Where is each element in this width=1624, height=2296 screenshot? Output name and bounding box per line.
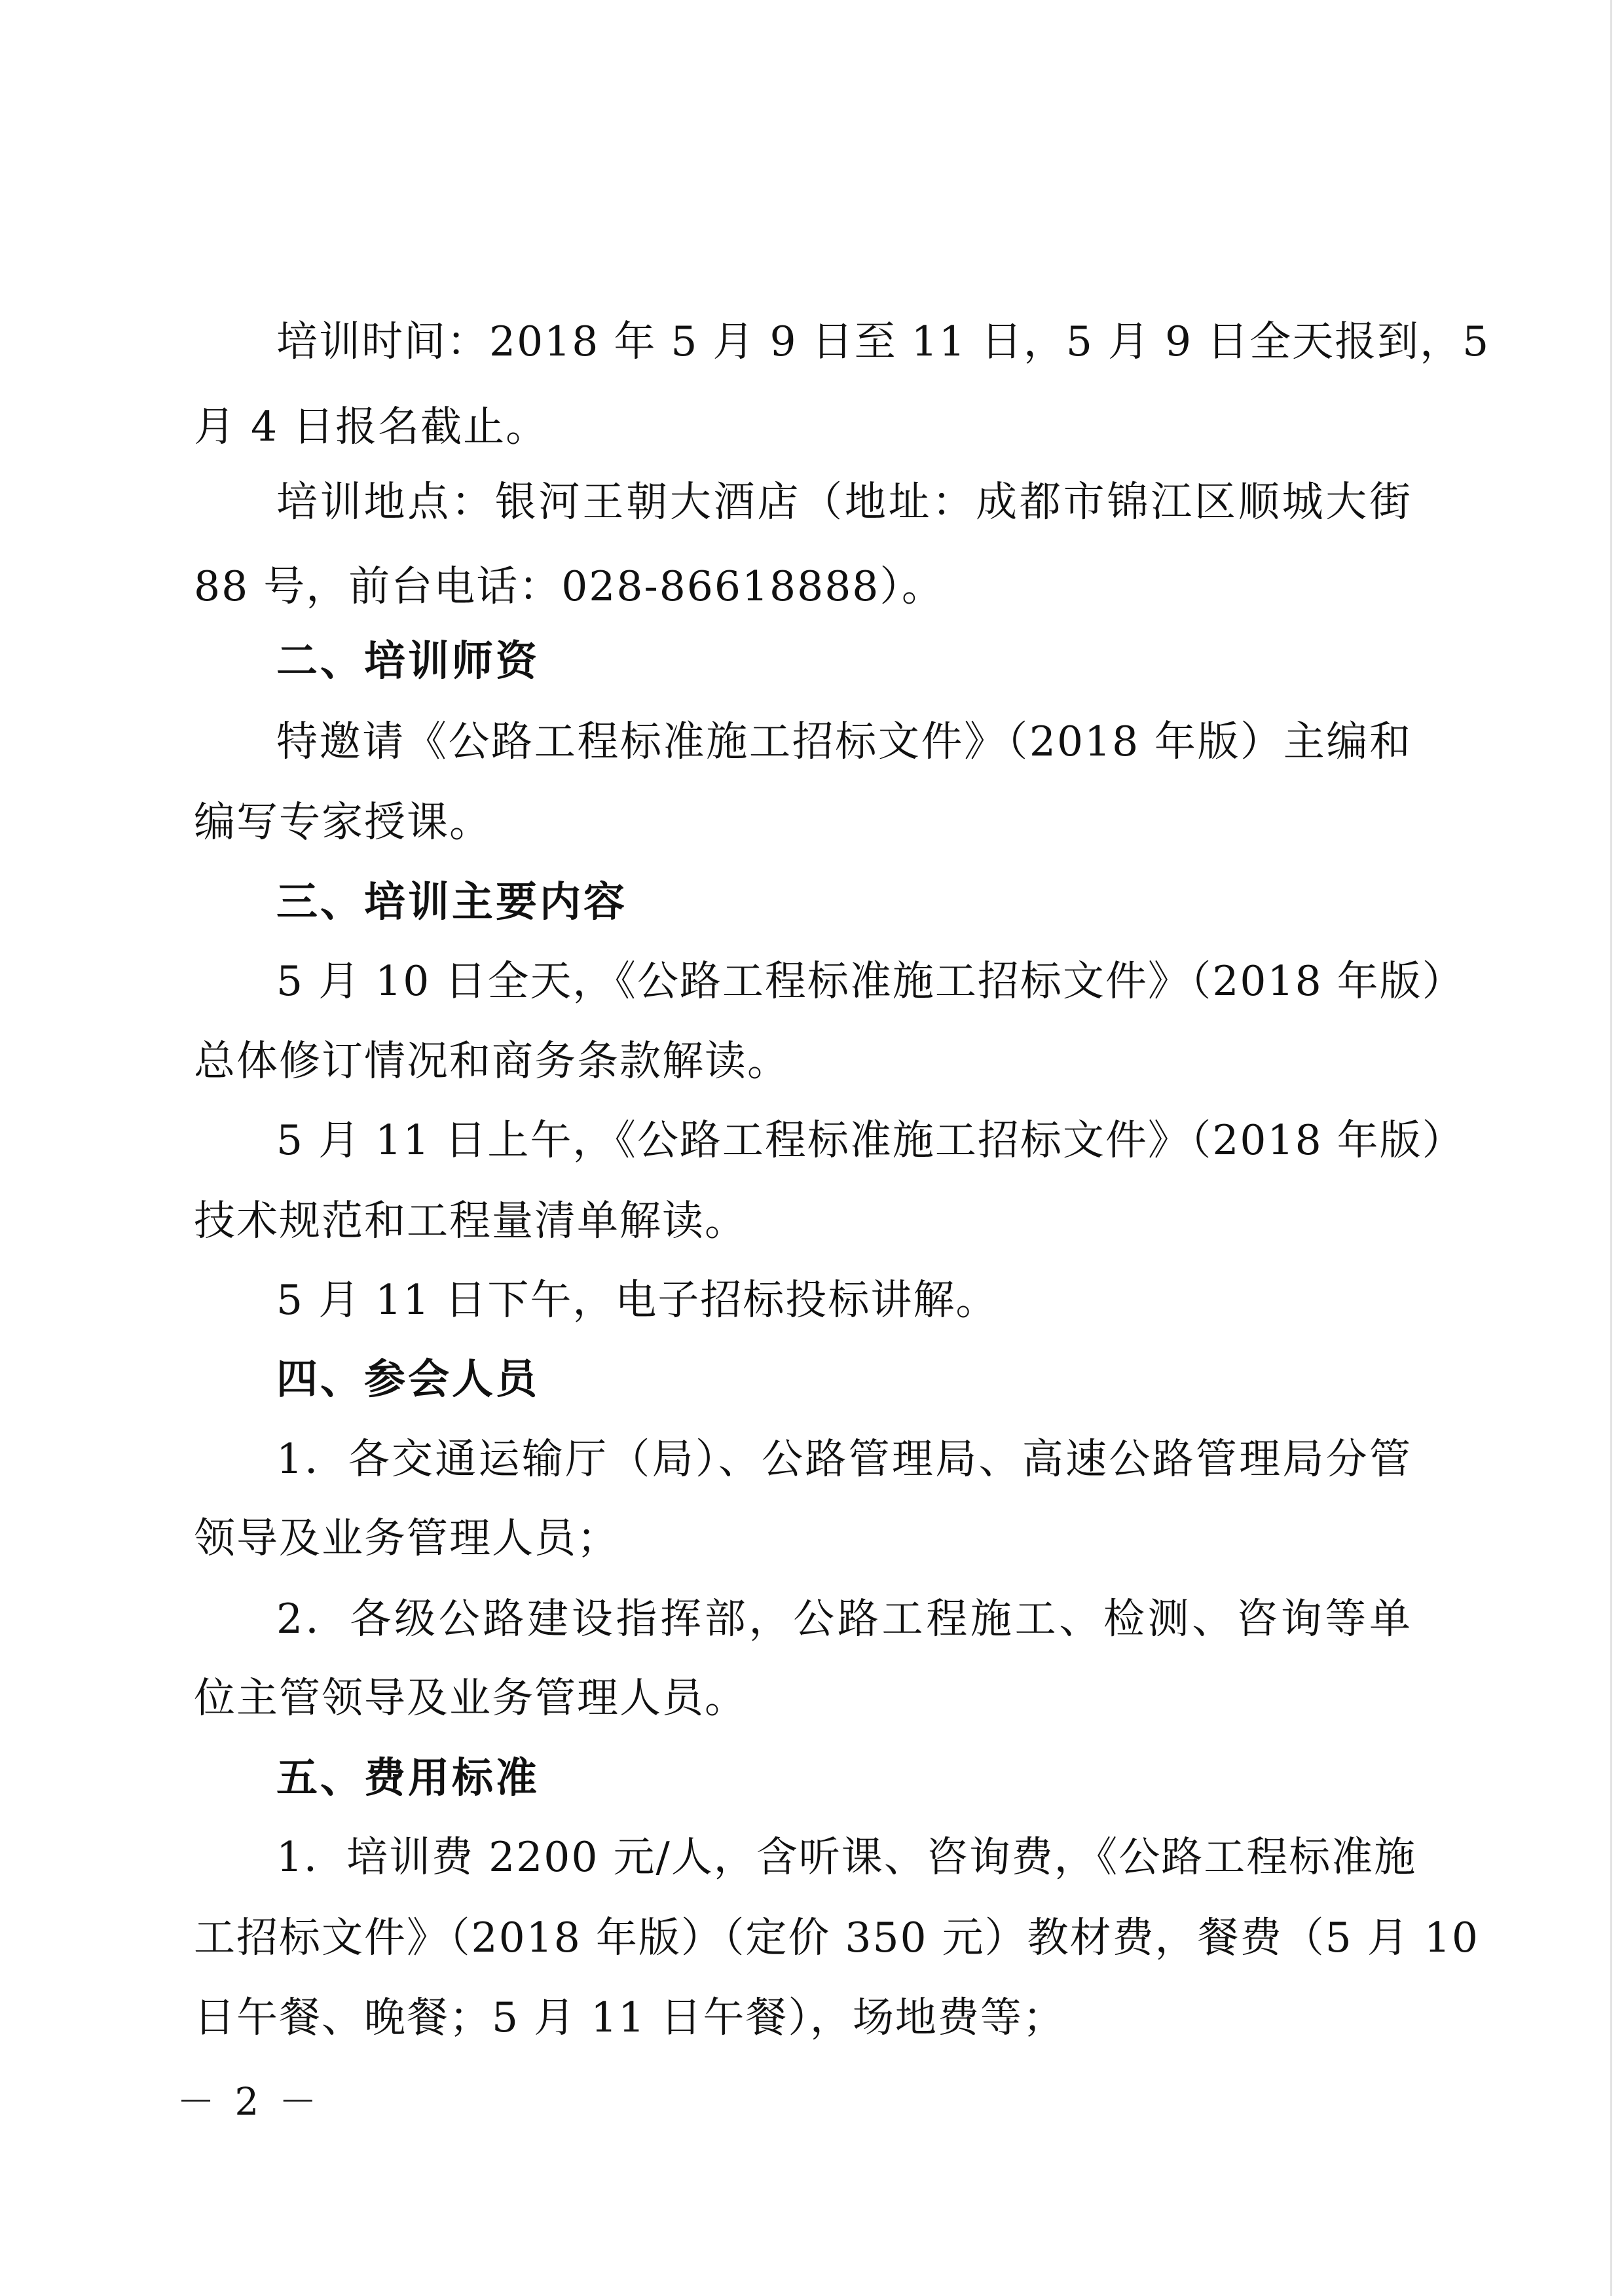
section-2-heading: 二、培训师资	[276, 637, 540, 685]
section-3-item-3-line-1: 5 月 11 日下午，电子招标投标讲解。	[276, 1276, 999, 1324]
section-3-item-2-line-2: 技术规范和工程量清单解读。	[194, 1197, 747, 1245]
section-2-line-2: 编写专家授课。	[194, 798, 492, 846]
training-time-line-1: 培训时间：2018 年 5 月 9 日至 11 日，5 月 9 日全天报到，5	[276, 318, 1490, 365]
section-5-item-1-line-2: 工招标文件》（2018 年版）（定价 350 元）教材费，餐费（5 月 10	[194, 1914, 1479, 1961]
training-time-line-2: 月 4 日报名截止。	[194, 403, 549, 450]
section-5-heading: 五、费用标准	[276, 1754, 540, 1802]
training-location-line-2: 88 号，前台电话：028-86618888）。	[194, 562, 944, 610]
section-3-item-2-line-1: 5 月 11 日上午，《公路工程标准施工招标文件》（2018 年版）	[276, 1116, 1465, 1164]
section-5-item-1-line-1: 1．培训费 2200 元/人，含听课、咨询费，《公路工程标准施	[276, 1833, 1417, 1881]
scan-edge-line	[1610, 0, 1612, 2296]
section-4-item-1-line-1: 1．各交通运输厅（局）、公路管理局、高速公路管理局分管	[276, 1435, 1412, 1483]
section-4-heading: 四、参会人员	[276, 1355, 540, 1403]
training-location-line-1: 培训地点：银河王朝大酒店（地址：成都市锦江区顺城大街	[276, 478, 1412, 526]
page-number: － 2 －	[177, 2079, 321, 2124]
section-2-line-1: 特邀请《公路工程标准施工招标文件》（2018 年版）主编和	[276, 718, 1412, 765]
section-5-item-1-line-3: 日午餐、晚餐；5 月 11 日午餐），场地费等；	[194, 1994, 1065, 2041]
section-4-item-2-line-1: 2．各级公路建设指挥部，公路工程施工、检测、咨询等单	[276, 1595, 1412, 1643]
section-3-heading: 三、培训主要内容	[276, 878, 627, 926]
section-4-item-1-line-2: 领导及业务管理人员；	[194, 1514, 619, 1562]
section-4-item-2-line-2: 位主管领导及业务管理人员。	[194, 1674, 747, 1722]
section-3-item-1-line-1: 5 月 10 日全天，《公路工程标准施工招标文件》（2018 年版）	[276, 957, 1465, 1005]
section-3-item-1-line-2: 总体修订情况和商务条款解读。	[194, 1037, 790, 1085]
